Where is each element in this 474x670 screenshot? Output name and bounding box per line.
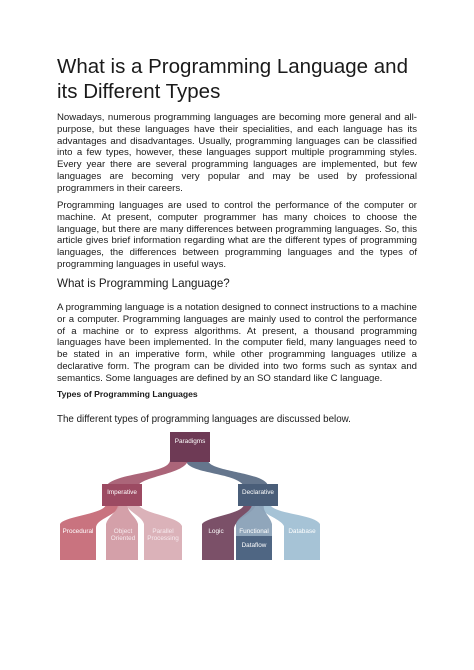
types-intro: The different types of programming languages are discussed below. — [57, 414, 351, 425]
dataflow-label: Dataflow — [241, 542, 267, 549]
second-paragraph: Programming languages are used to control the performance of the computer or machine. At present, computer programmer has many choices to choose the language, but there are many differences between programming languages. So, this article gives brief information regarding what are the different types of programming languages, the differences between programming languages and the types of programming languages in useful ways. — [57, 200, 417, 270]
database-label: Database — [288, 528, 316, 535]
logic-label: Logic — [208, 528, 224, 535]
paradigms-label: Paradigms — [174, 438, 206, 445]
types-heading: Types of Programming Languages — [57, 389, 198, 399]
declarative-branch-band — [186, 460, 268, 486]
document-title: What is a Programming Language and its Different Types — [57, 55, 408, 103]
imperative-branch-band — [106, 460, 188, 486]
declarative-label: Declarative — [242, 489, 274, 496]
intro-paragraph: Nowadays, numerous programming languages are becoming more general and all-purpose, but these languages have their specialities, and each language has its advantages and disadvantages. Usually, programming languages can be classified into a few types, however, these languages support multiple programming styles. Every year there are several programming languages are implemented, but few languages are becoming very popular and may be used by professional programmers in their careers. — [57, 112, 417, 194]
paradigms-diagram — [58, 432, 322, 564]
definition-paragraph: A programming language is a notation designed to connect instructions to a machine or a computer. Programming languages are mainly used to control the performance of a machine or to express algorithms. At present, a thousand programming languages have been implemented. In the computer field, many languages need to be stated in an imperative form, while other programming languages utilize a declarative form. The program can be divided into two forms such as syntax and semantics. Some languages are defined by an SO standard like C language. — [57, 302, 417, 384]
functional-label: Functional — [239, 528, 269, 535]
imperative-label: Imperative — [107, 489, 137, 496]
parallel-processing-label: Parallel Processing — [147, 528, 179, 543]
paradigms-node — [170, 432, 210, 462]
object-oriented-label: Object Oriented — [110, 528, 136, 543]
procedural-label: Procedural — [62, 528, 94, 535]
section-heading: What is Programming Language? — [57, 277, 230, 290]
